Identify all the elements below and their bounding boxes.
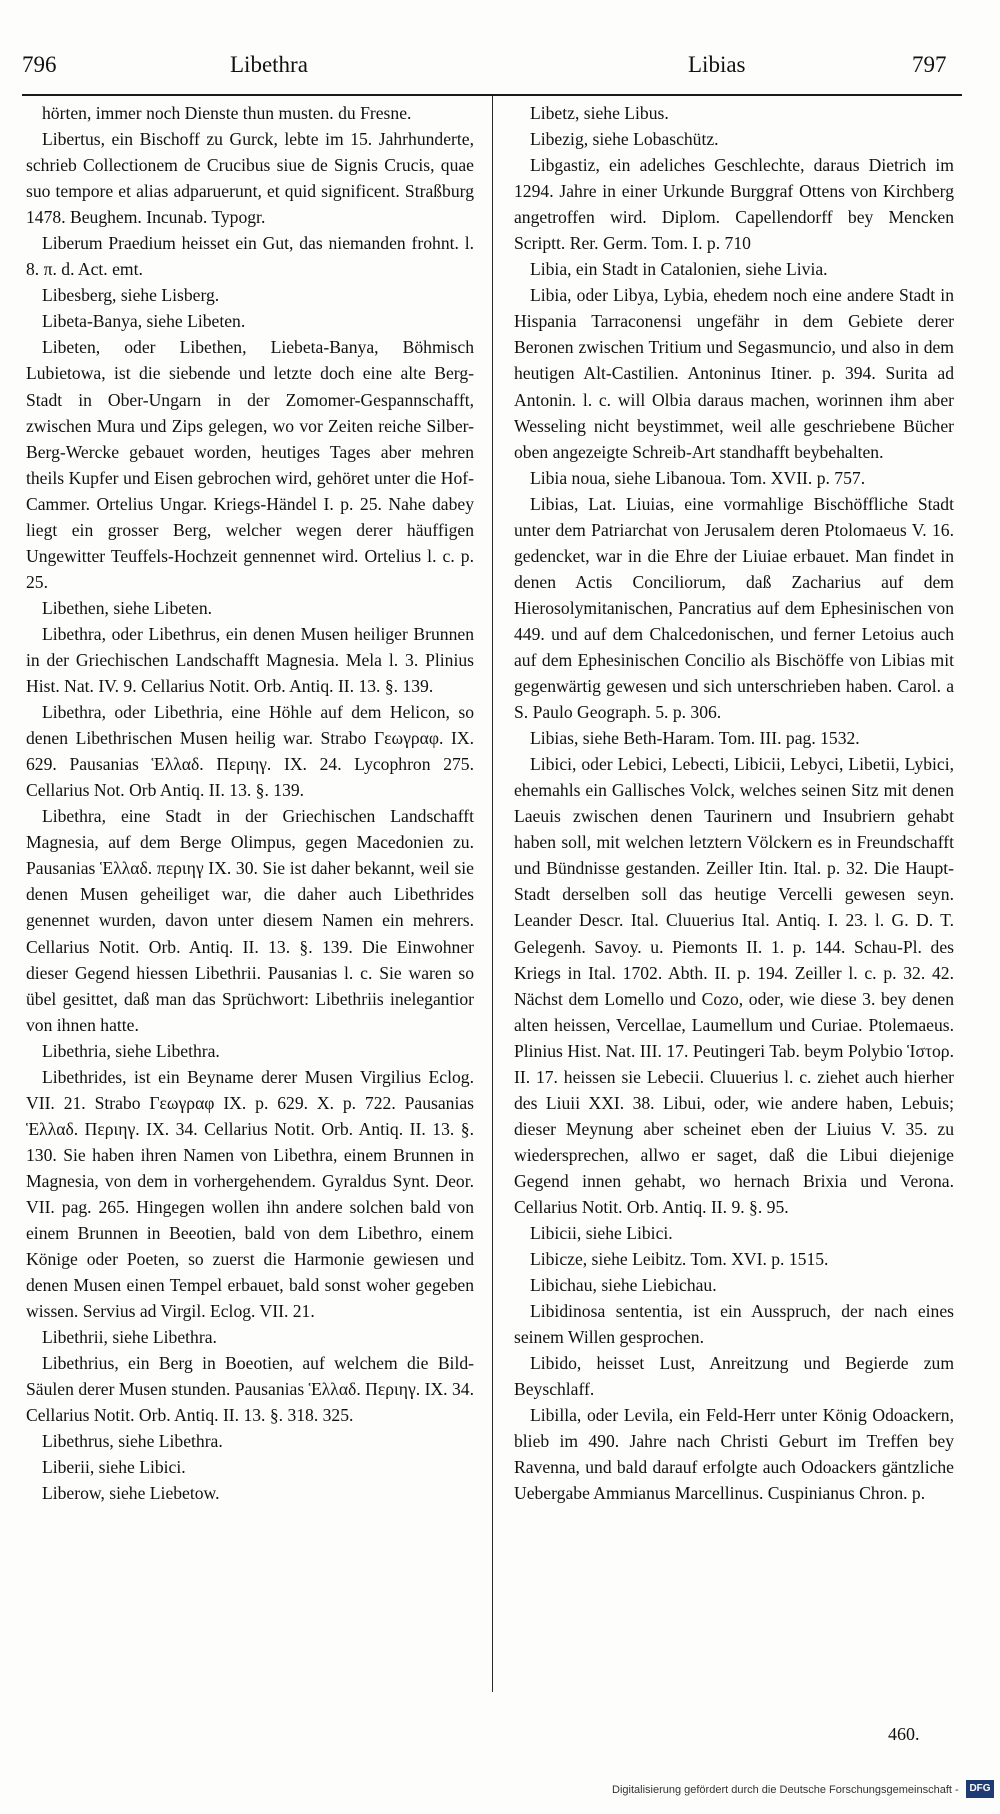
entry: Libethrus, siehe Libethra. [42, 1431, 223, 1452]
entry: Libethrius, ein Berg in Boeotien, auf welchem die Bild-Säulen derer Musen stunden. Pausanias Ἑλλαδ. Περιηγ. IX. 34. Cellarius Notit. Orb. Antiq. II. 13. §. 318. 325. [26, 1353, 474, 1426]
entry: Libethria, siehe Libethra. [42, 1040, 220, 1061]
entry: Libicii, siehe Libici. [530, 1223, 673, 1244]
entry: Liberum Praedium heisset ein Gut, das niemanden frohnt. l. 8. π. d. Act. emt. [26, 233, 474, 280]
entry: Libidinosa sententia, ist ein Ausspruch, der nach eines seinem Willen gesprochen. [514, 1301, 954, 1348]
entry: Libia, oder Libya, Lybia, ehedem noch eine andere Stadt in Hispania Tarraconensi ungefähr in dem Gebiete derer Beronen zwischen Tritium und Segasmuncio, und also in dem heutigen Alt-Castilien. Antoninus Itiner. p. 394. Surita ad Antonin. l. c. will Olbia daraus machen, worinnen ihm aber Wesseling nicht beystimmet, weil alle geschriebene Bücher oben angezeigte Schreib-Art standhafft beybehalten. [514, 285, 954, 462]
entry: Libezig, siehe Lobaschütz. [530, 129, 719, 150]
entry: Libethra, oder Libethrus, ein denen Musen heiliger Brunnen in der Griechischen Landschafft Magnesia. Mela l. 3. Plinius Hist. Nat. IV. 9. Cellarius Notit. Orb. Antiq. II. 13. §. 139. [26, 623, 474, 697]
entry: Libertus, ein Bischoff zu Gurck, lebte im 15. Jahrhunderte, schrieb Collectionem de Crucibus siue de Signis Crucis, quae suo tempore et alias adparuerunt, et quid significent. Straßburg 1478. Beughem. Incunab. Typogr. [26, 129, 474, 228]
left-running-head: Libethra [230, 52, 308, 77]
entry: Libido, heisset Lust, Anreitzung und Begierde zum Beyschlaff. [514, 1353, 954, 1400]
entry: Libeten, oder Libethen, Liebeta-Banya, Böhmisch Lubietowa, ist die siebende und letzte doch eine alte Berg-Stadt in Ober-Ungarn in der Zomomer-Gespannschafft, zwischen Mura und Zips gelegen, wo vor Zeiten reiche Silber-Berg-Wercke gebauet worden, heutiges Tages aber mehren theils Kupfer und Eisen gebrochen wird, gehöret unter die Hof-Cammer. Ortelius Ungar. Kriegs-Händel I. p. 25. Nahe dabey liegt ein grosser Berg, welcher wegen derer häuffigen Ungewitter Teuffels-Hochzeit gennennet wird. Ortelius l. c. p. 25. [26, 337, 474, 592]
entry: Libeta-Banya, siehe Libeten. [42, 311, 246, 332]
entry: Libici, oder Lebici, Lebecti, Libicii, Lebyci, Libetii, Lybici, ehemahls ein Gallisches Volck, welches seinen Sitz mit denen Laeuis zwischen denen Taurinern und Insubriern gehabt haben soll, mit welchen letztern Völckern es in Freundschafft und Bündnisse gestanden. Zeiller Itin. Ital. p. 32. Die Haupt-Stadt derselben soll das heutige Vercelli gewesen seyn. Leander Descr. Ital. Cluuerius Ital. Antiq. I. 23. l. G. D. T. Gelegenh. Savoy. u. Piemonts II. 1. p. 144. Schau-Pl. des Kriegs in Ital. 1702. Abth. II. p. 194. Zeiller l. c. p. 32. 42. Nächst dem Lomello und Cozo, oder, wie diese 3. bey denen alten heissen, Vercellae, Laumellum und Curiae. Ptolemaeus. Plinius Hist. Nat. III. 17. Peutingeri Tab. beym Polybio Ἱστορ. II. 17. heissen sie Lebecii. Cluuerius l. c. ziehet auch hierher des Liuii XXI. 38. Libui, oder, wie andere haben, Lebuis; dieser Meynung aber scheinet eben der Liuius V. 35. zu wiedersprechen, allwo er saget, daß die Libui diejenige Gegend innen gehabt, wo hernach Brixia und Verona. Cellarius Notit. Orb. Antiq. II. 9. §. 95. [514, 754, 954, 1217]
entry: Libethra, oder Libethria, eine Höhle auf dem Helicon, so denen Libethrischen Musen heilig war. Strabo Γεωγραφ. IX. 629. Pausanias Ἑλλαδ. Περιηγ. IX. 24. Lycophron 275. Cellarius Not. Orb Antiq. II. 13. §. 139. [26, 702, 474, 801]
entry: Libesberg, siehe Lisberg. [42, 285, 220, 306]
right-running-head: Libias [688, 52, 746, 77]
right-column [514, 100, 954, 1507]
entry: Libias, siehe Beth-Haram. Tom. III. pag. 1532. [530, 728, 860, 749]
catchword: 460. [888, 1724, 920, 1744]
entry: hörten, immer noch Dienste thun musten. du Fresne. [42, 103, 412, 123]
entry: Libia, ein Stadt in Catalonien, siehe Livia. [530, 259, 828, 280]
entry: Libgastiz, ein adeliches Geschlechte, daraus Dietrich im 1294. Jahre in einer Urkunde Burggraf Ottens von Kirchberg angetroffen wird. Diplom. Capellendorff bey Mencken Scriptt. Rer. Germ. Tom. I. p. 710 [514, 155, 954, 254]
entry: Liberow, siehe Liebetow. [42, 1483, 220, 1504]
entry: Libethra, eine Stadt in der Griechischen Landschafft Magnesia, auf dem Berge Olimpus, gegen Macedonien zu. Pausanias Ἑλλαδ. περιηγ IX. 30. Sie ist daher bekannt, weil sie denen Musen geheiliget war, die daher auch Libethrides genennet wurden, davon unter diesem Namen ein mehrers. Cellarius Notit. Orb. Antiq. II. 13. §. 139. Die Einwohner dieser Gegend hiessen Libethrii. Pausanias l. c. Sie waren so übel gesittet, daß man das Sprüchwort: Libethriis inelegantior von ihnen hatte. [26, 806, 474, 1035]
entry: Libicze, siehe Leibitz. Tom. XVI. p. 1515. [530, 1249, 829, 1270]
running-header [0, 52, 1000, 86]
entry: Libilla, oder Levila, ein Feld-Herr unter König Odoackern, blieb im 490. Jahre nach Christi Geburt im Treffen bey Ravenna, und bald darauf erfolgte auch Odoackers gäntzliche Uebergabe Ammianus Marcellinus. Cuspinianus Chron. p. [514, 1405, 954, 1504]
entry: Libethrii, siehe Libethra. [42, 1327, 217, 1348]
entry: Libetz, siehe Libus. [530, 103, 669, 123]
entry: Libias, Lat. Liuias, eine vormahlige Bischöffliche Stadt unter dem Patriarchat von Jerusalem deren Ptolomaeus V. 16. gedencket, war in die Ehre der Liuiae erbauet. Man findet in denen Actis Conciliorum, daß Zacharius auf dem Hierosolymitanischen, Pancratius auf dem Ephesinischen von 449. und auf dem Chalcedonischen, und ferner Letoius auch auf dem Ephesinischen Concilio als Bischöffe von Libias mit gegenwärtig gewesen und sich unterschrieben haben. Carol. a S. Paulo Geograph. 5. p. 306. [514, 493, 954, 723]
left-column [26, 100, 474, 1507]
entry: Libethrides, ist ein Beyname derer Musen Virgilius Eclog. VII. 21. Strabo Γεωγραφ IX. p. 629. X. p. 722. Pausanias Ἑλλαδ. Περιηγ. IX. 34. Cellarius Notit. Orb. Antiq. II. 13. §. 130. Sie haben ihren Namen von Libethra, einem Brunnen in Magnesia, von dem in vorhergehendem. Gyraldus Synt. Deor. VII. pag. 265. Hingegen wollen ihn andere solchen bald von einem Brunnen in Beeotien, bald von dem Libethro, einem Könige oder Poeten, so zuerst die Harmonie gewiesen und denen Musen einen Tempel erbauet, bald sonst woher gegeben wissen. Servius ad Virgil. Eclog. VII. 21. [26, 1066, 474, 1322]
entry: Libichau, siehe Liebichau. [530, 1275, 717, 1296]
dfg-logo: DFG [966, 1780, 994, 1798]
column-divider [492, 96, 493, 1692]
entry: Libia noua, siehe Libanoua. Tom. XVII. p. 757. [530, 467, 866, 488]
entry: Liberii, siehe Libici. [42, 1457, 186, 1478]
digitization-note: Digitalisierung gefördert durch die Deutsche Forschungsgemeinschaft - [612, 1784, 959, 1796]
entry: Libethen, siehe Libeten. [42, 597, 213, 618]
right-page-number: 797 [912, 52, 947, 77]
left-page-number: 796 [22, 52, 57, 77]
